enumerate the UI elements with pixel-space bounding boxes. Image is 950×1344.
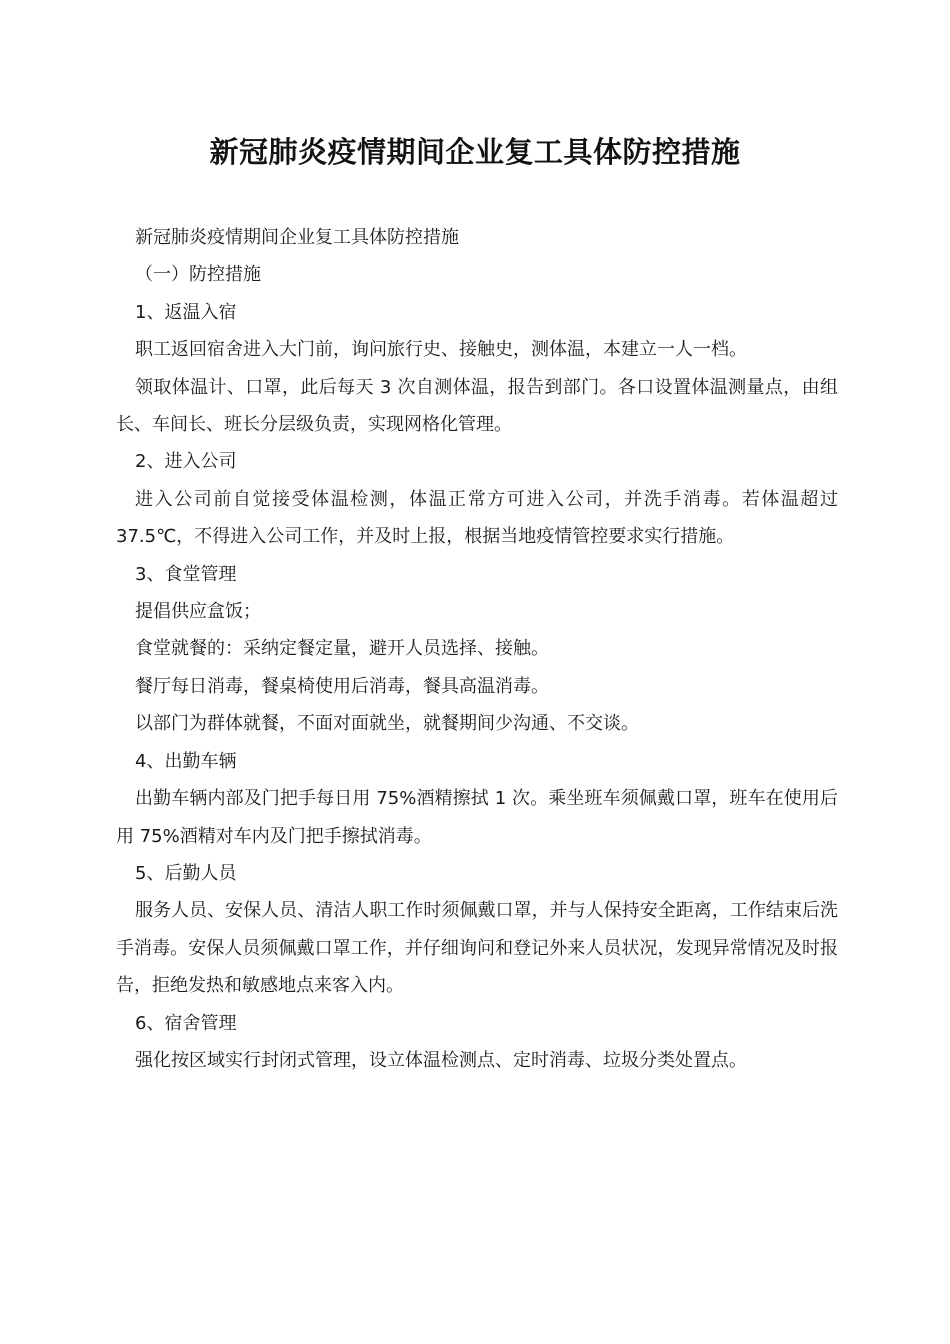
section-heading-prevention: （一）防控措施: [135, 264, 261, 286]
paragraph-return-dorm-1: 职工返回宿舍进入大门前，询问旅行史、接触史，测体温，本建立一人一档。: [135, 339, 747, 361]
subheading-return-dorm: 1、返温入宿: [135, 301, 237, 323]
subheading-vehicles: 4、出勤车辆: [135, 750, 237, 772]
paragraph-vehicles: 出勤车辆内部及门把手每日用 75%酒精擦拭 1 次。乘坐班车须佩戴口罩，班车在使用后用 75%酒精对车内及门把手擦拭消毒。: [116, 788, 838, 847]
paragraph-intro: 新冠肺炎疫情期间企业复工具体防控措施: [135, 227, 459, 248]
paragraph-dormitory: 强化按区域实行封闭式管理，设立体温检测点、定时消毒、垃圾分类处置点。: [135, 1049, 747, 1071]
paragraph-canteen-1: 提倡供应盒饭；: [135, 601, 261, 623]
document-title: 新冠肺炎疫情期间企业复工具体防控措施: [209, 135, 741, 169]
subheading-logistics-staff: 5、后勤人员: [135, 862, 237, 884]
subheading-dormitory: 6、宿舍管理: [135, 1012, 237, 1034]
paragraph-logistics-staff: 服务人员、安保人员、清洁人职工作时须佩戴口罩，并与人保持安全距离，工作结束后洗手消毒。安保人员须佩戴口罩工作，并仔细询问和登记外来人员状况，发现异常情况及时报告，拒绝发热和敏感地点来客入内。: [116, 900, 838, 997]
paragraph-canteen-4: 以部门为群体就餐，不面对面就坐，就餐期间少沟通、不交谈。: [135, 713, 639, 735]
paragraph-enter-company: 进入公司前自觉接受体温检测，体温正常方可进入公司，并洗手消毒。若体温超过 37.5℃，不得进入公司工作，并及时上报，根据当地疫情管控要求实行措施。: [116, 488, 838, 548]
paragraph-canteen-2: 食堂就餐的：采纳定餐定量，避开人员选择、接触。: [135, 638, 549, 660]
paragraph-return-dorm-2: 领取体温计、口罩，此后每天 3 次自测体温，报告到部门。各口设置体温测量点，由组长、车间长、班长分层级负责，实现网格化管理。: [116, 376, 838, 436]
document-body: [116, 219, 838, 1079]
paragraph-canteen-3: 餐厅每日消毒，餐桌椅使用后消毒，餐具高温消毒。: [135, 675, 549, 697]
subheading-canteen: 3、食堂管理: [135, 563, 237, 585]
subheading-enter-company: 2、进入公司: [135, 451, 237, 473]
